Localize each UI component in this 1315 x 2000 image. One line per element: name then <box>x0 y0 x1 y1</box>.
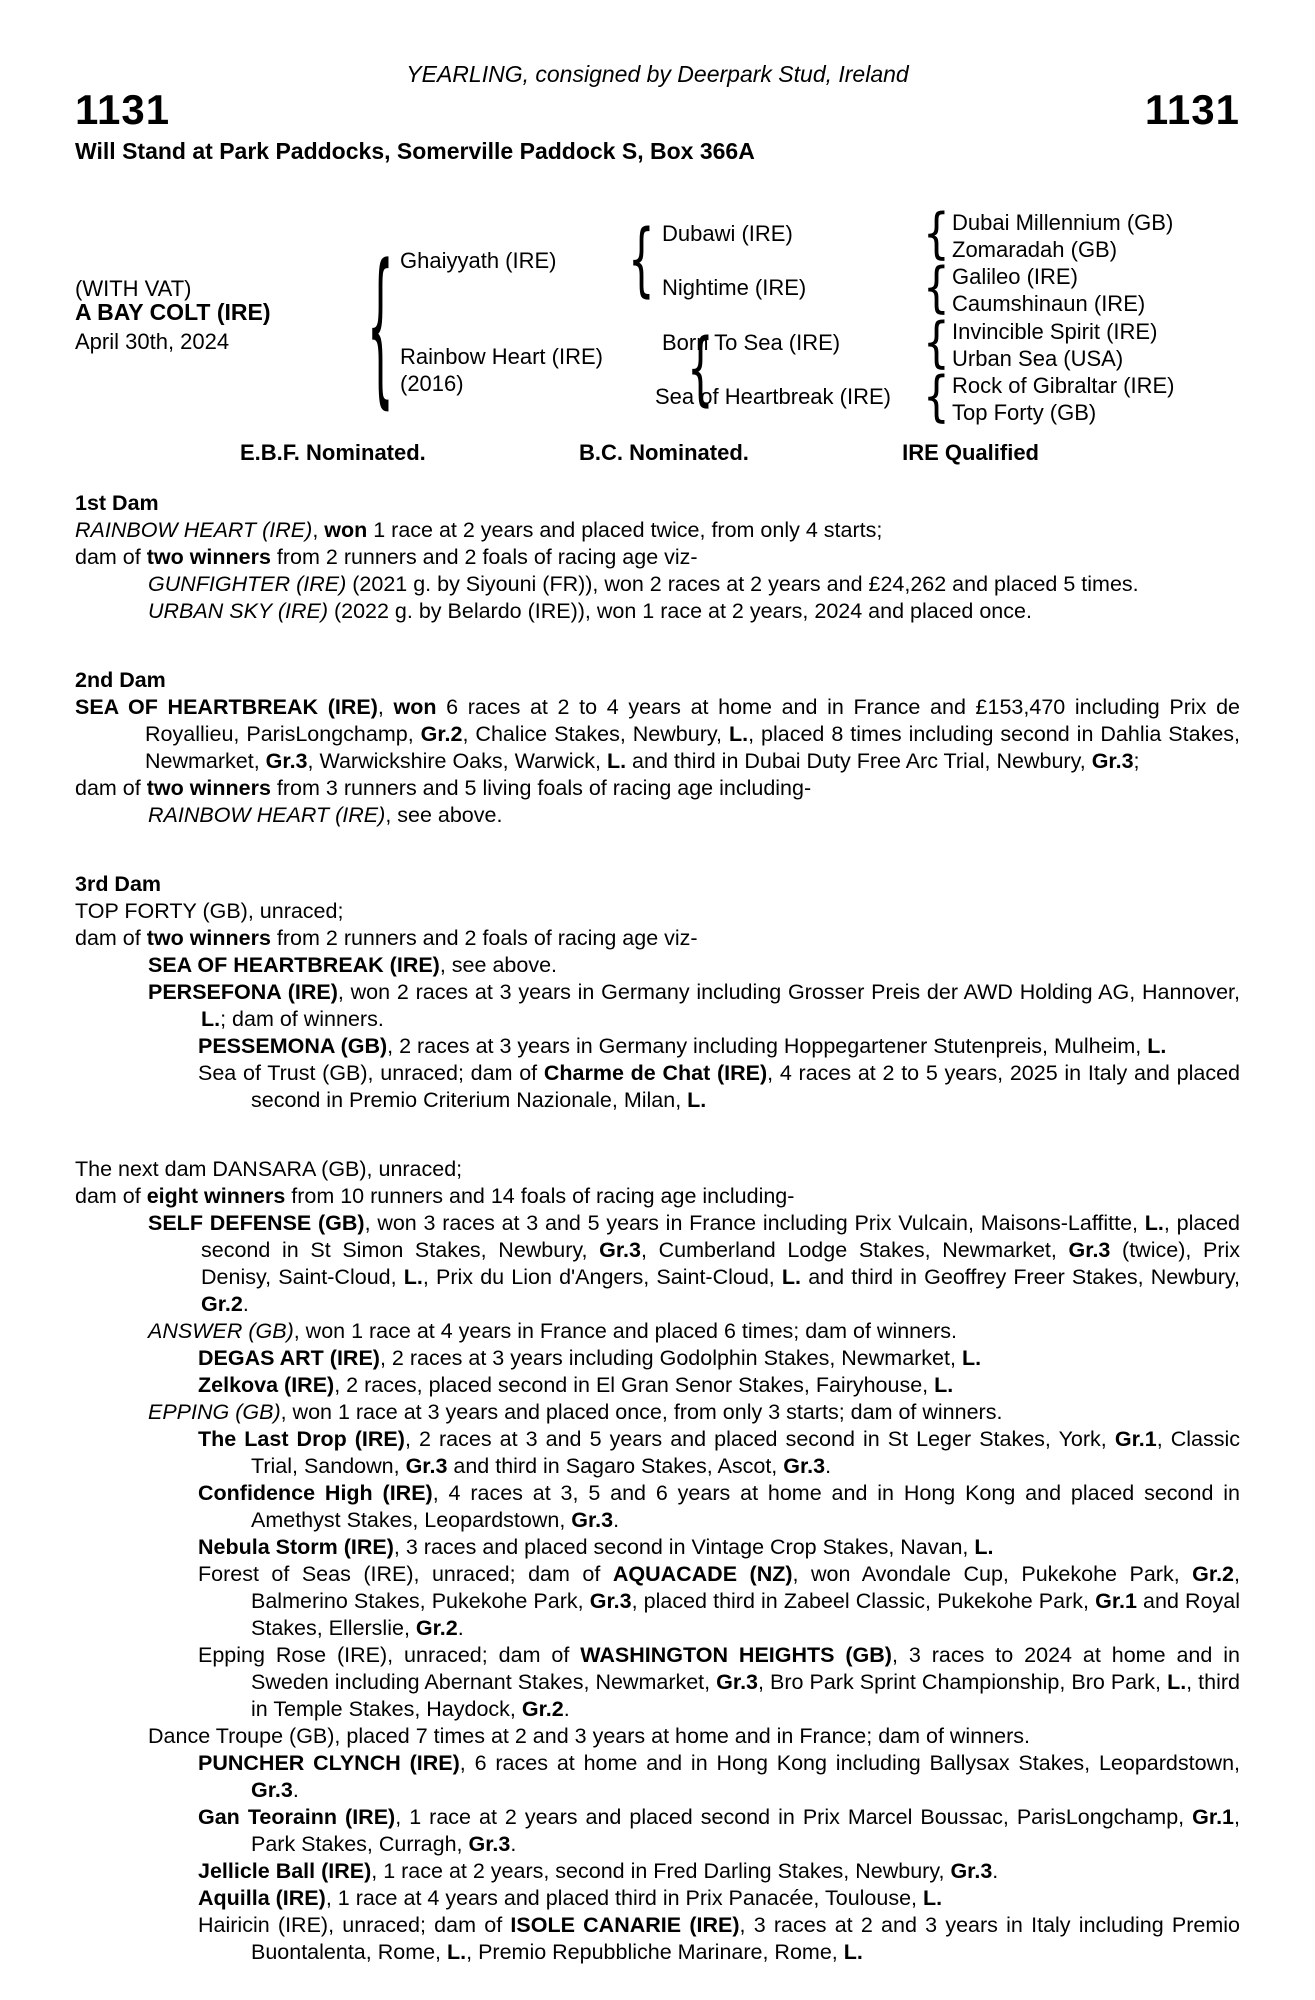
section-first-dam <box>75 490 1240 625</box>
pedigree-paragraph: dam of two winners from 2 runners and 2 foals of racing age viz- <box>75 926 698 950</box>
pedigree-paragraph: EPPING (GB), won 1 race at 3 years and placed once, from only 3 starts; dam of winners. <box>148 1400 1003 1424</box>
pedigree-paragraph: The Last Drop (IRE), 2 races at 3 and 5 years and placed second in St Leger Stakes, York, Gr.1, Classic Trial, Sandown, Gr.3 and third in Sagaro Stakes, Ascot, Gr.3. <box>198 1427 1241 1478</box>
pedigree-paragraph: PUNCHER CLYNCH (IRE), 6 races at home and in Hong Kong including Ballysax Stakes, Leopardstown, Gr.3. <box>198 1751 1241 1802</box>
pedigree-paragraph: SEA OF HEARTBREAK (IRE), won 6 races at 2 to 4 years at home and in France and £153,470 including Prix de Royallieu, ParisLongchamp, Gr.2, Chalice Stakes, Newbury, L., placed 8 times including second in Dahlia Stakes, Newmarket, Gr.3, Warwickshire Oaks, Warwick, L. and third in Dubai Duty Free Arc Trial, Newbury, Gr.3; <box>75 695 1240 773</box>
lot-number-left: 1131 <box>75 86 171 133</box>
ebf-nominated: E.B.F. Nominated. <box>240 440 426 465</box>
pedigree-paragraph: URBAN SKY (IRE) (2022 g. by Belardo (IRE)), won 1 race at 2 years, 2024 and placed once. <box>148 599 1032 623</box>
pedigree-paragraph: dam of two winners from 3 runners and 5 living foals of racing age including- <box>75 776 812 800</box>
gen3-name-1: Zomaradah (GB) <box>952 237 1118 262</box>
pedigree-paragraph: Gan Teorainn (IRE), 1 race at 2 years and placed second in Prix Marcel Boussac, ParisLongchamp, Gr.1, Park Stakes, Curragh, Gr.3. <box>198 1805 1240 1856</box>
gen3-name-6: Rock of Gibraltar (IRE) <box>952 373 1175 398</box>
gen3-name-7: Top Forty (GB) <box>952 400 1097 425</box>
pedigree-paragraph: Nebula Storm (IRE), 3 races and placed second in Vintage Crop Stakes, Navan, L. <box>198 1535 994 1559</box>
section-further-dams <box>75 1156 1240 1966</box>
pedigree-paragraph: The next dam DANSARA (GB), unraced; <box>75 1157 463 1181</box>
gen2-name-1: Nightime (IRE) <box>662 275 807 300</box>
pedigree-paragraph: Epping Rose (IRE), unraced; dam of WASHINGTON HEIGHTS (GB), 3 races to 2024 at home and in Sweden including Abernant Stakes, Newmarket, Gr.3, Bro Park Sprint Championship, Bro Park, L., third in Temple Stakes, Haydock, Gr.2. <box>198 1643 1240 1721</box>
subject-foaled: April 30th, 2024 <box>75 329 230 354</box>
pedigree-paragraph: Confidence High (IRE), 4 races at 3, 5 and 6 years at home and in Hong Kong and placed second in Amethyst Stakes, Leopardstown, Gr.3. <box>198 1481 1241 1532</box>
sire-name: Ghaiyyath (IRE) <box>400 248 557 273</box>
pedigree-paragraph: PERSEFONA (IRE), won 2 races at 3 years in Germany including Grosser Preis der AWD Holding AG, Hannover, L.; dam of winners. <box>148 980 1240 1031</box>
pedigree-paragraph: Hairicin (IRE), unraced; dam of ISOLE CANARIE (IRE), 3 races at 2 and 3 years in Italy including Premio Buontalenta, Rome, L., Premio Repubbliche Marinare, Rome, L. <box>198 1913 1240 1964</box>
gen3-name-4: Invincible Spirit (IRE) <box>952 319 1158 344</box>
lot-row <box>0 86 1315 133</box>
section-second-dam <box>75 667 1240 829</box>
pedigree-paragraph: Sea of Trust (GB), unraced; dam of Charme de Chat (IRE), 4 races at 2 to 5 years, 2025 in Italy and placed second in Premio Criterium Nazionale, Milan, L. <box>198 1061 1240 1112</box>
nominations-row <box>75 439 1240 466</box>
pedigree-paragraph: RAINBOW HEART (IRE), won 1 race at 2 years and placed twice, from only 4 starts; <box>75 518 883 542</box>
section-heading: 1st Dam <box>75 491 159 515</box>
dam-year: (2016) <box>400 371 464 396</box>
pedigree-paragraph: RAINBOW HEART (IRE), see above. <box>148 803 503 827</box>
pedigree-paragraph: TOP FORTY (GB), unraced; <box>75 899 344 923</box>
gen2-name-0: Dubawi (IRE) <box>662 221 793 246</box>
brace-dam: { <box>687 321 714 415</box>
lot-number-right: 1131 <box>1144 86 1240 133</box>
gen3-name-5: Urban Sea (USA) <box>952 346 1124 371</box>
brace-main: { <box>367 228 394 424</box>
pedigree-paragraph: DEGAS ART (IRE), 2 races at 3 years including Godolphin Stakes, Newmarket, L. <box>198 1346 982 1370</box>
brace-gen3-3: { <box>923 364 950 428</box>
pedigree-paragraph: ANSWER (GB), won 1 race at 4 years in France and placed 6 times; dam of winners. <box>148 1319 957 1343</box>
ire-qualified: IRE Qualified <box>902 440 1039 465</box>
gen2-name-3: Sea of Heartbreak (IRE) <box>655 384 891 409</box>
pedigree-paragraph: GUNFIGHTER (IRE) (2021 g. by Siyouni (FR)), won 2 races at 2 years and £24,262 and placed 5 times. <box>148 572 1139 596</box>
pedigree-paragraph: Jellicle Ball (IRE), 1 race at 2 years, second in Fred Darling Stakes, Newbury, Gr.3. <box>198 1859 999 1883</box>
pedigree-chart <box>75 197 1240 431</box>
consignor-line: YEARLING, consigned by Deerpark Stud, Ireland <box>406 61 909 87</box>
subject-name: A BAY COLT (IRE) <box>75 299 271 325</box>
brace-sire: { <box>628 212 655 306</box>
bc-nominated: B.C. Nominated. <box>578 440 749 465</box>
pedigree-paragraph: Zelkova (IRE), 2 races, placed second in El Gran Senor Stakes, Fairyhouse, L. <box>198 1373 954 1397</box>
brace-gen3-1: { <box>923 255 950 319</box>
brace-gen3-0: { <box>923 201 950 265</box>
pedigree-paragraph: Aquilla (IRE), 1 race at 4 years and placed third in Prix Panacée, Toulouse, L. <box>198 1886 943 1910</box>
gen2-name-2: Born To Sea (IRE) <box>662 330 841 355</box>
pedigree-paragraph: SELF DEFENSE (GB), won 3 races at 3 and 5 years in France including Prix Vulcain, Maisons-Laffitte, L., placed second in St Simon Stakes, Newbury, Gr.3, Cumberland Lodge Stakes, Newmarket, Gr.3 (twice), Prix Denisy, Saint-Cloud, L., Prix du Lion d'Angers, Saint-Cloud, L. and third in Geoffrey Freer Stakes, Newbury, Gr.2. <box>148 1211 1241 1316</box>
catalogue-text <box>75 490 1240 1966</box>
gen3-name-0: Dubai Millennium (GB) <box>952 210 1174 235</box>
section-third-dam <box>75 871 1240 1114</box>
gen3-name-3: Caumshinaun (IRE) <box>952 291 1146 316</box>
subject-vat: (WITH VAT) <box>75 276 192 301</box>
pedigree-paragraph: PESSEMONA (GB), 2 races at 3 years in Germany including Hoppegartener Stutenpreis, Mulheim, L. <box>198 1034 1167 1058</box>
pedigree-paragraph: Forest of Seas (IRE), unraced; dam of AQUACADE (NZ), won Avondale Cup, Pukekohe Park, Gr.2, Balmerino Stakes, Pukekohe Park, Gr.3, placed third in Zabeel Classic, Pukekohe Park, Gr.1 and Royal Stakes, Ellerslie, Gr.2. <box>198 1562 1240 1640</box>
gen3-name-2: Galileo (IRE) <box>952 264 1078 289</box>
section-heading: 2nd Dam <box>75 668 166 692</box>
pedigree-paragraph: dam of two winners from 2 runners and 2 foals of racing age viz- <box>75 545 698 569</box>
dam-name: Rainbow Heart (IRE) <box>400 344 603 369</box>
pedigree-paragraph: Dance Troupe (GB), placed 7 times at 2 and 3 years at home and in France; dam of winners. <box>148 1724 1030 1748</box>
stand-location: Will Stand at Park Paddocks, Somerville Paddock S, Box 366A <box>75 138 755 164</box>
section-heading: 3rd Dam <box>75 872 162 896</box>
pedigree-paragraph: SEA OF HEARTBREAK (IRE), see above. <box>148 953 557 977</box>
pedigree-paragraph: dam of eight winners from 10 runners and 14 foals of racing age including- <box>75 1184 795 1208</box>
brace-gen3-2: { <box>923 310 950 374</box>
